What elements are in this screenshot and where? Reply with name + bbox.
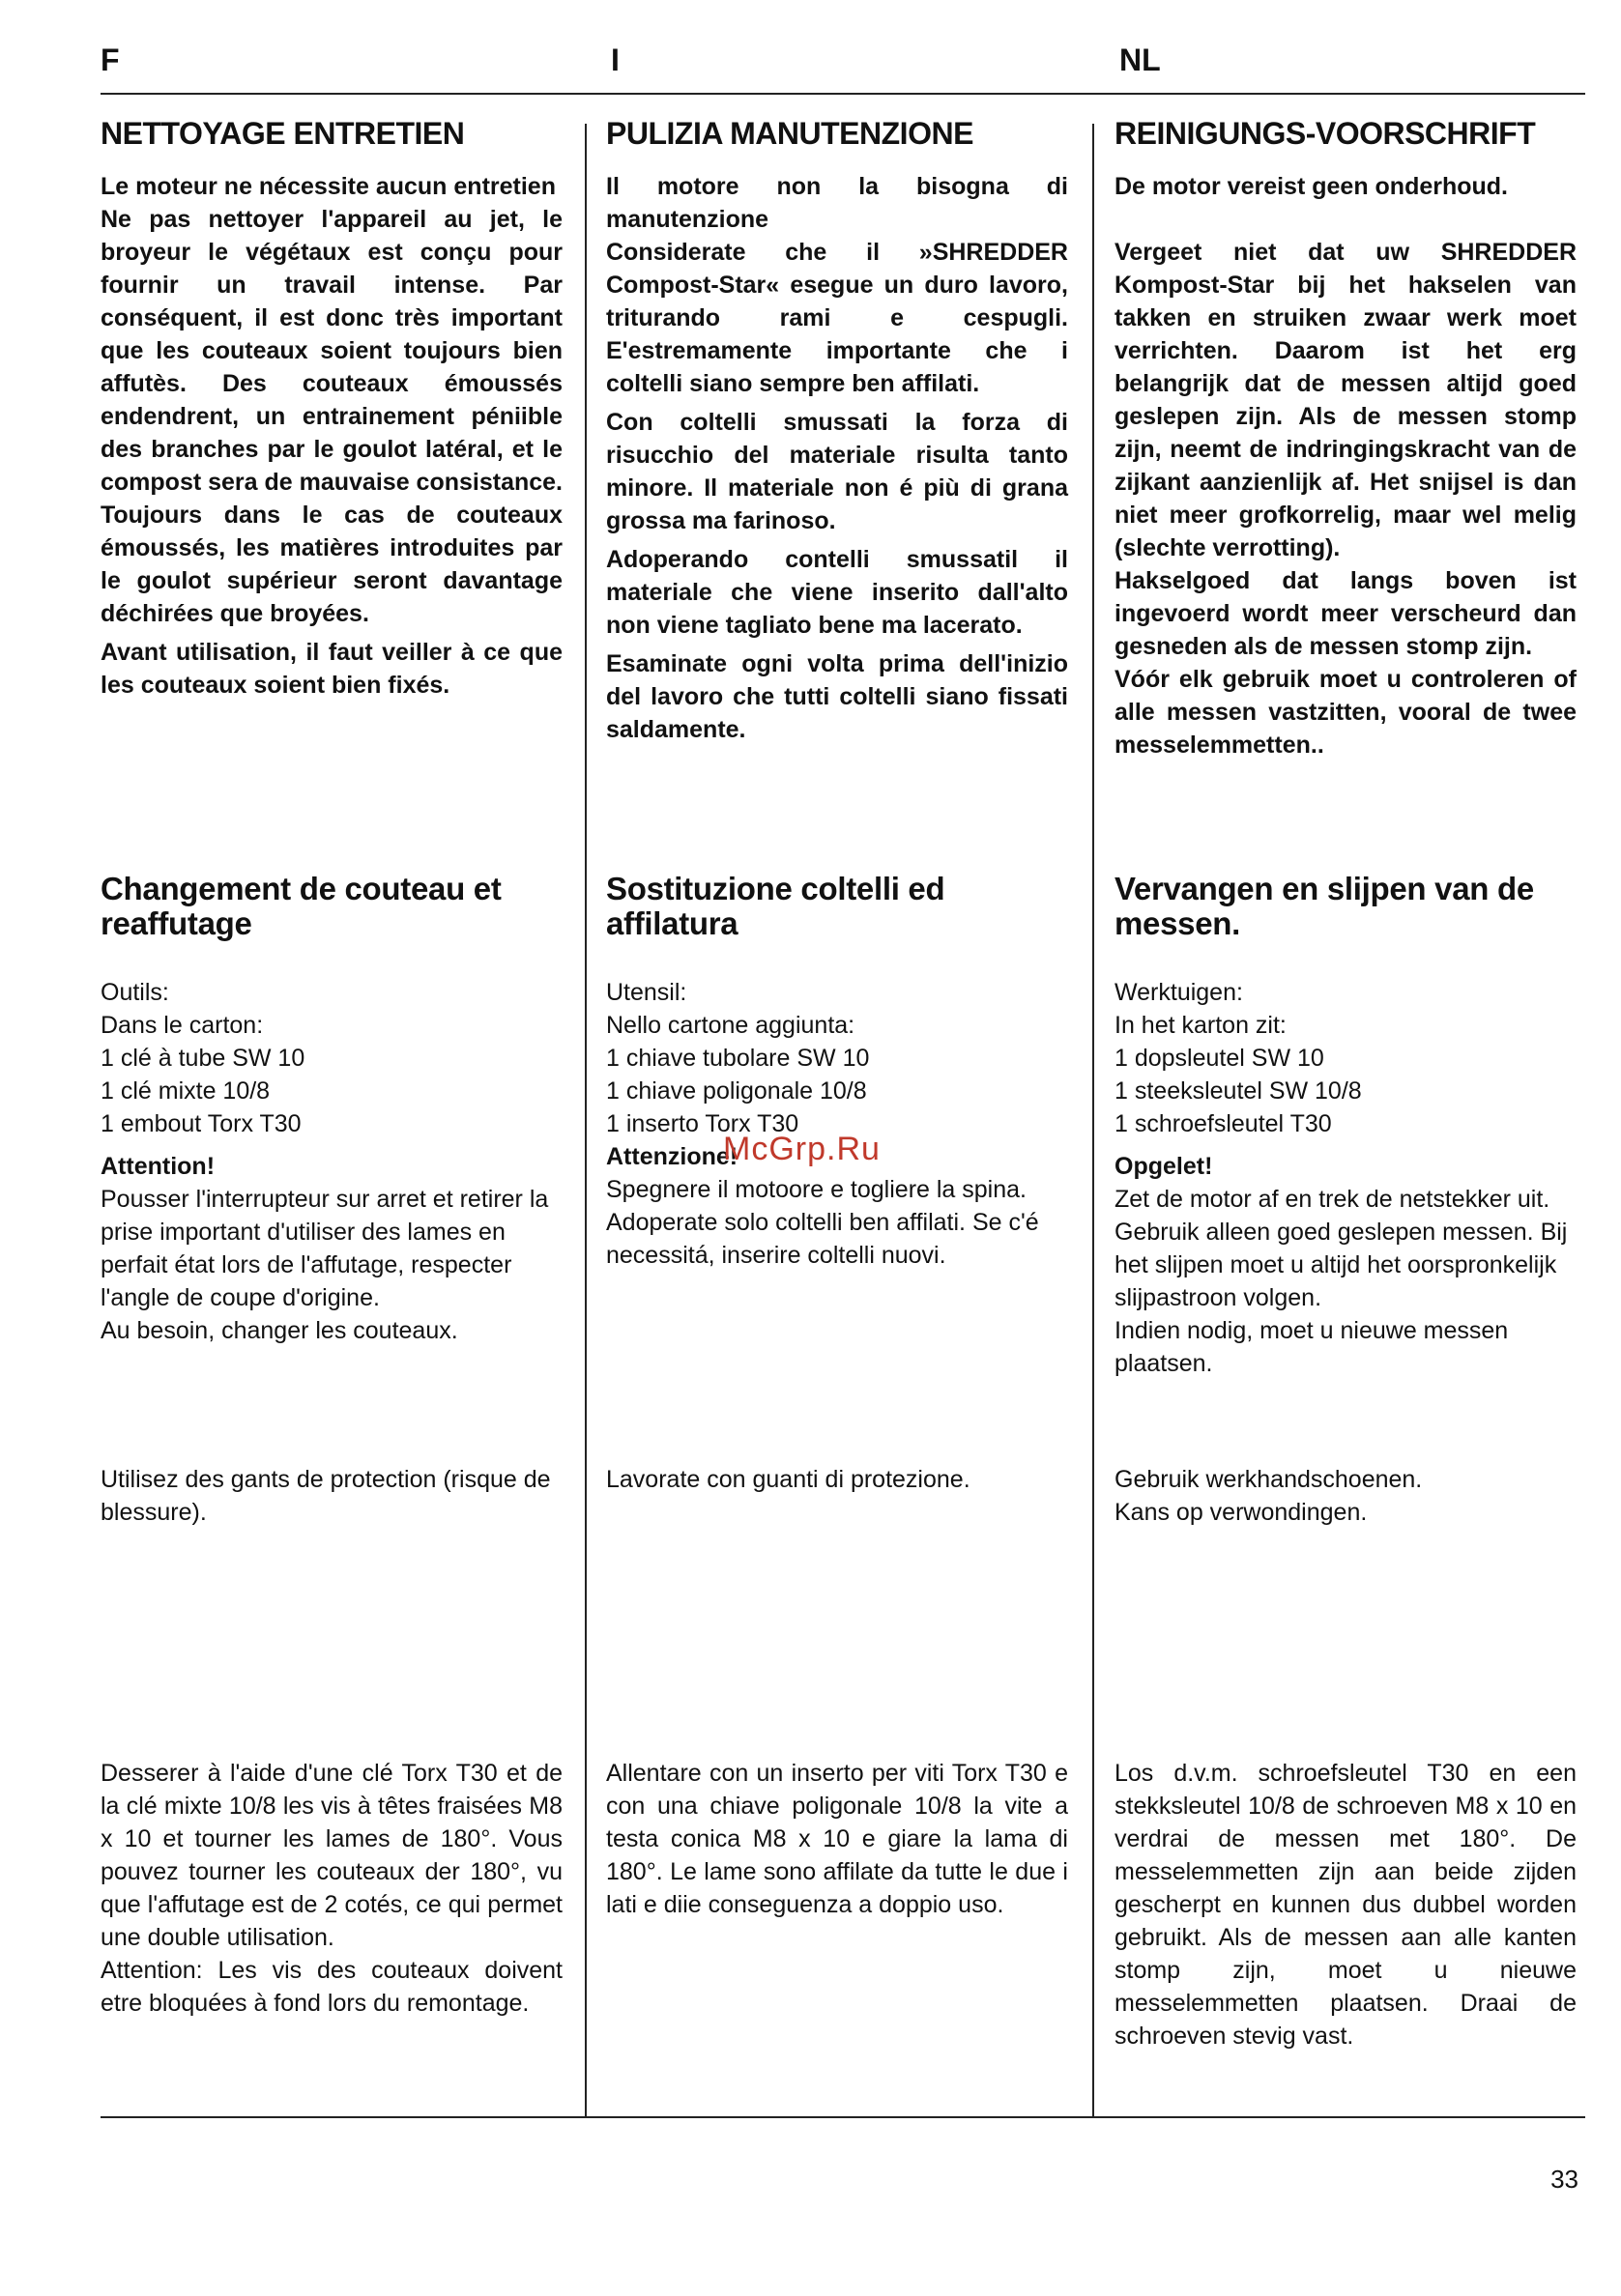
attention-text: Gebruik alleen goed geslepen messen. Bij het slijpen moet u altijd het oorspronkelijk slijpastroon volgen. [1114, 1219, 1568, 1311]
paragraph: Il motore non la bisogna di manutenzione [606, 173, 1068, 233]
tool-item: 1 inserto Torx T30 [606, 1110, 799, 1137]
attention-text: Indien nodig, moet u nieuwe messen plaatsen. [1114, 1317, 1509, 1377]
gloves-note-nl [1114, 1463, 1577, 1529]
paragraph: Esaminate ogni volta prima dell'inizio del lavoro che tutti coltelli siano fissati saldamente. [606, 650, 1068, 743]
tool-item: 1 steeksleutel SW 10/8 [1114, 1077, 1362, 1105]
section-title-knife-change: Vervangen en slijpen van de messen. [1114, 871, 1534, 941]
column-it [606, 114, 1068, 746]
paragraph: Ne pas nettoyer l'appareil au jet, le broyeur le végétaux est conçu pour fournir un travail intense. Par conséquent, il est donc très important que les couteaux soient toujours bien affutès. Des couteaux émoussés endendrent, un entrainement péniible des branches par le goulot latéral, et le compost sera de mauvaise consistance. Toujours dans le cas de couteaux émoussés, les matières introduites par le goulot supérieur seront davantage déchirées que broyées. [101, 206, 563, 627]
attention-text: Zet de motor af en trek de netstekker uit. [1114, 1186, 1550, 1213]
attention-label: Opgelet! [1114, 1153, 1213, 1180]
column-nl-part2 [1114, 872, 1577, 1380]
column-nl [1114, 114, 1577, 761]
tools-intro: Dans le carton: [101, 1012, 264, 1039]
instructions-it [606, 1757, 1068, 1921]
lang-label-nl: NL [1119, 43, 1161, 77]
attention-label: Attention! [101, 1153, 216, 1180]
tool-item: 1 chiave tubolare SW 10 [606, 1045, 870, 1072]
gloves-note-it [606, 1463, 1068, 1496]
instructions-nl [1114, 1757, 1577, 2052]
column-it-part2 [606, 872, 1068, 1272]
paragraph: Adoperando contelli smussatil il materiale che viene inserito dall'alto non viene tagliato bene ma lacerato. [606, 546, 1068, 639]
paragraph: Considerate che il »SHREDDER Compost-Star« esegue un duro lavoro, triturando rami e cespugli. E'estremamente importante che i coltelli siano sempre ben affilati. [606, 239, 1068, 397]
tools-intro: In het karton zit: [1114, 1012, 1287, 1039]
instructions-text: Desserer à l'aide d'une clé Torx T30 et de la clé mixte 10/8 les vis à têtes fraisées M8 x 10 et tourner les lames de 180°. Vous pouvez tourner les couteaux der 180°, vu que l'affutage est de 2 cotés, ce qui permet une double utilisation. [101, 1760, 563, 1951]
paragraph: Con coltelli smussati la forza di risucchio del materiale risulta tanto minore. Il materiale non é più di grana grossa ma farinoso. [606, 409, 1068, 534]
attention-label: Attenzione! [606, 1143, 738, 1170]
paragraph: Vóór elk gebruik moet u controleren of alle messen vastzitten, vooral de twee messelemmetten.. [1114, 666, 1577, 759]
column-divider-1 [585, 124, 587, 2116]
watermark-text: McGrp.Ru [723, 1131, 881, 1167]
gloves-text: Lavorate con guanti di protezione. [606, 1466, 970, 1493]
attention-text: Pousser l'interrupteur sur arret et retirer la prise important d'utiliser des lames en perfait état lors de l'affutage, respecter l'angle de coupe d'origine. [101, 1186, 549, 1311]
tool-item: 1 chiave poligonale 10/8 [606, 1077, 867, 1105]
tool-item: 1 clé à tube SW 10 [101, 1045, 305, 1072]
paragraph: Vergeet niet dat uw SHREDDER Kompost-Star bij het hakselen van takken en struiken zwaar werk moet verrichten. Daarom ist het erg belangrijk dat de messen altijd goed geslepen zijn. Als de messen stomp zijn, neemt de indringingskracht van de zijkant aanzienlijk af. Het snijsel is dan niet meer grofkorrelig, maar wel melig (slechte verrotting). [1114, 239, 1577, 561]
tools-label: Utensil: [606, 979, 687, 1006]
lang-label-fr: F [101, 43, 120, 77]
column-divider-2 [1092, 124, 1094, 2116]
tool-item: 1 embout Torx T30 [101, 1110, 302, 1137]
section-title-knife-change: Changement de couteau et reaffutage [101, 871, 502, 941]
tool-item: 1 schroefsleutel T30 [1114, 1110, 1332, 1137]
instructions-fr [101, 1757, 563, 2020]
section-title-cleaning: REINIGUNGS-VOORSCHRIFT [1114, 116, 1536, 151]
gloves-text: Kans op verwondingen. [1114, 1499, 1368, 1526]
page-number: 33 [1550, 2165, 1578, 2194]
tools-intro: Nello cartone aggiunta: [606, 1012, 855, 1039]
section-title-cleaning: PULIZIA MANUTENZIONE [606, 116, 973, 151]
column-fr [101, 114, 563, 702]
instructions-text: Allentare con un inserto per viti Torx T30 e con una chiave poligonale 10/8 la vite a testa conica M8 x 10 e giare la lama di 180°. Le lame sono affilate da tutte le due i lati e diie conseguenza a doppio uso. [606, 1760, 1068, 1918]
attention-text: Spegnere il motoore e togliere la spina. Adoperate solo coltelli ben affilati. Se c'é necessitá, inserire coltelli nuovi. [606, 1176, 1039, 1269]
paragraph: Avant utilisation, il faut veiller à ce que les couteaux soient bien fixés. [101, 639, 563, 699]
section-title-cleaning: NETTOYAGE ENTRETIEN [101, 116, 465, 151]
header-rule [101, 93, 1585, 95]
gloves-text: Gebruik werkhandschoenen. [1114, 1466, 1423, 1493]
gloves-text: Utilisez des gants de protection (risque de blessure). [101, 1466, 551, 1526]
paragraph: Hakselgoed dat langs boven ist ingevoerd wordt meer verscheurd dan gesneden als de messen stomp zijn. [1114, 567, 1577, 660]
tools-label: Werktuigen: [1114, 979, 1243, 1006]
paragraph: Le moteur ne nécessite aucun entretien [101, 173, 556, 200]
footer-rule [101, 2116, 1585, 2118]
instructions-text: Attention: Les vis des couteaux doivent etre bloquées à fond lors du remontage. [101, 1957, 563, 2017]
tools-label: Outils: [101, 979, 169, 1006]
instructions-text: Los d.v.m. schroefsleutel T30 en een stekksleutel 10/8 de schroeven M8 x 10 en verdrai de messen met 180°. De messelemmetten zijn aan beide zijden gescherpt en kunnen dus dubbel worden gebruikt. Als de messen aan alle kanten stomp zijn, moet u nieuwe messelemmetten plaatsen. Draai de schroeven stevig vast. [1114, 1760, 1577, 2050]
tool-item: 1 dopsleutel SW 10 [1114, 1045, 1324, 1072]
section-title-knife-change: Sostituzione coltelli ed affilatura [606, 871, 945, 941]
paragraph: De motor vereist geen onderhoud. [1114, 173, 1509, 200]
lang-label-it: I [611, 43, 620, 77]
attention-text: Au besoin, changer les couteaux. [101, 1317, 458, 1344]
column-fr-part2 [101, 872, 563, 1347]
gloves-note-fr [101, 1463, 563, 1529]
tool-item: 1 clé mixte 10/8 [101, 1077, 271, 1105]
